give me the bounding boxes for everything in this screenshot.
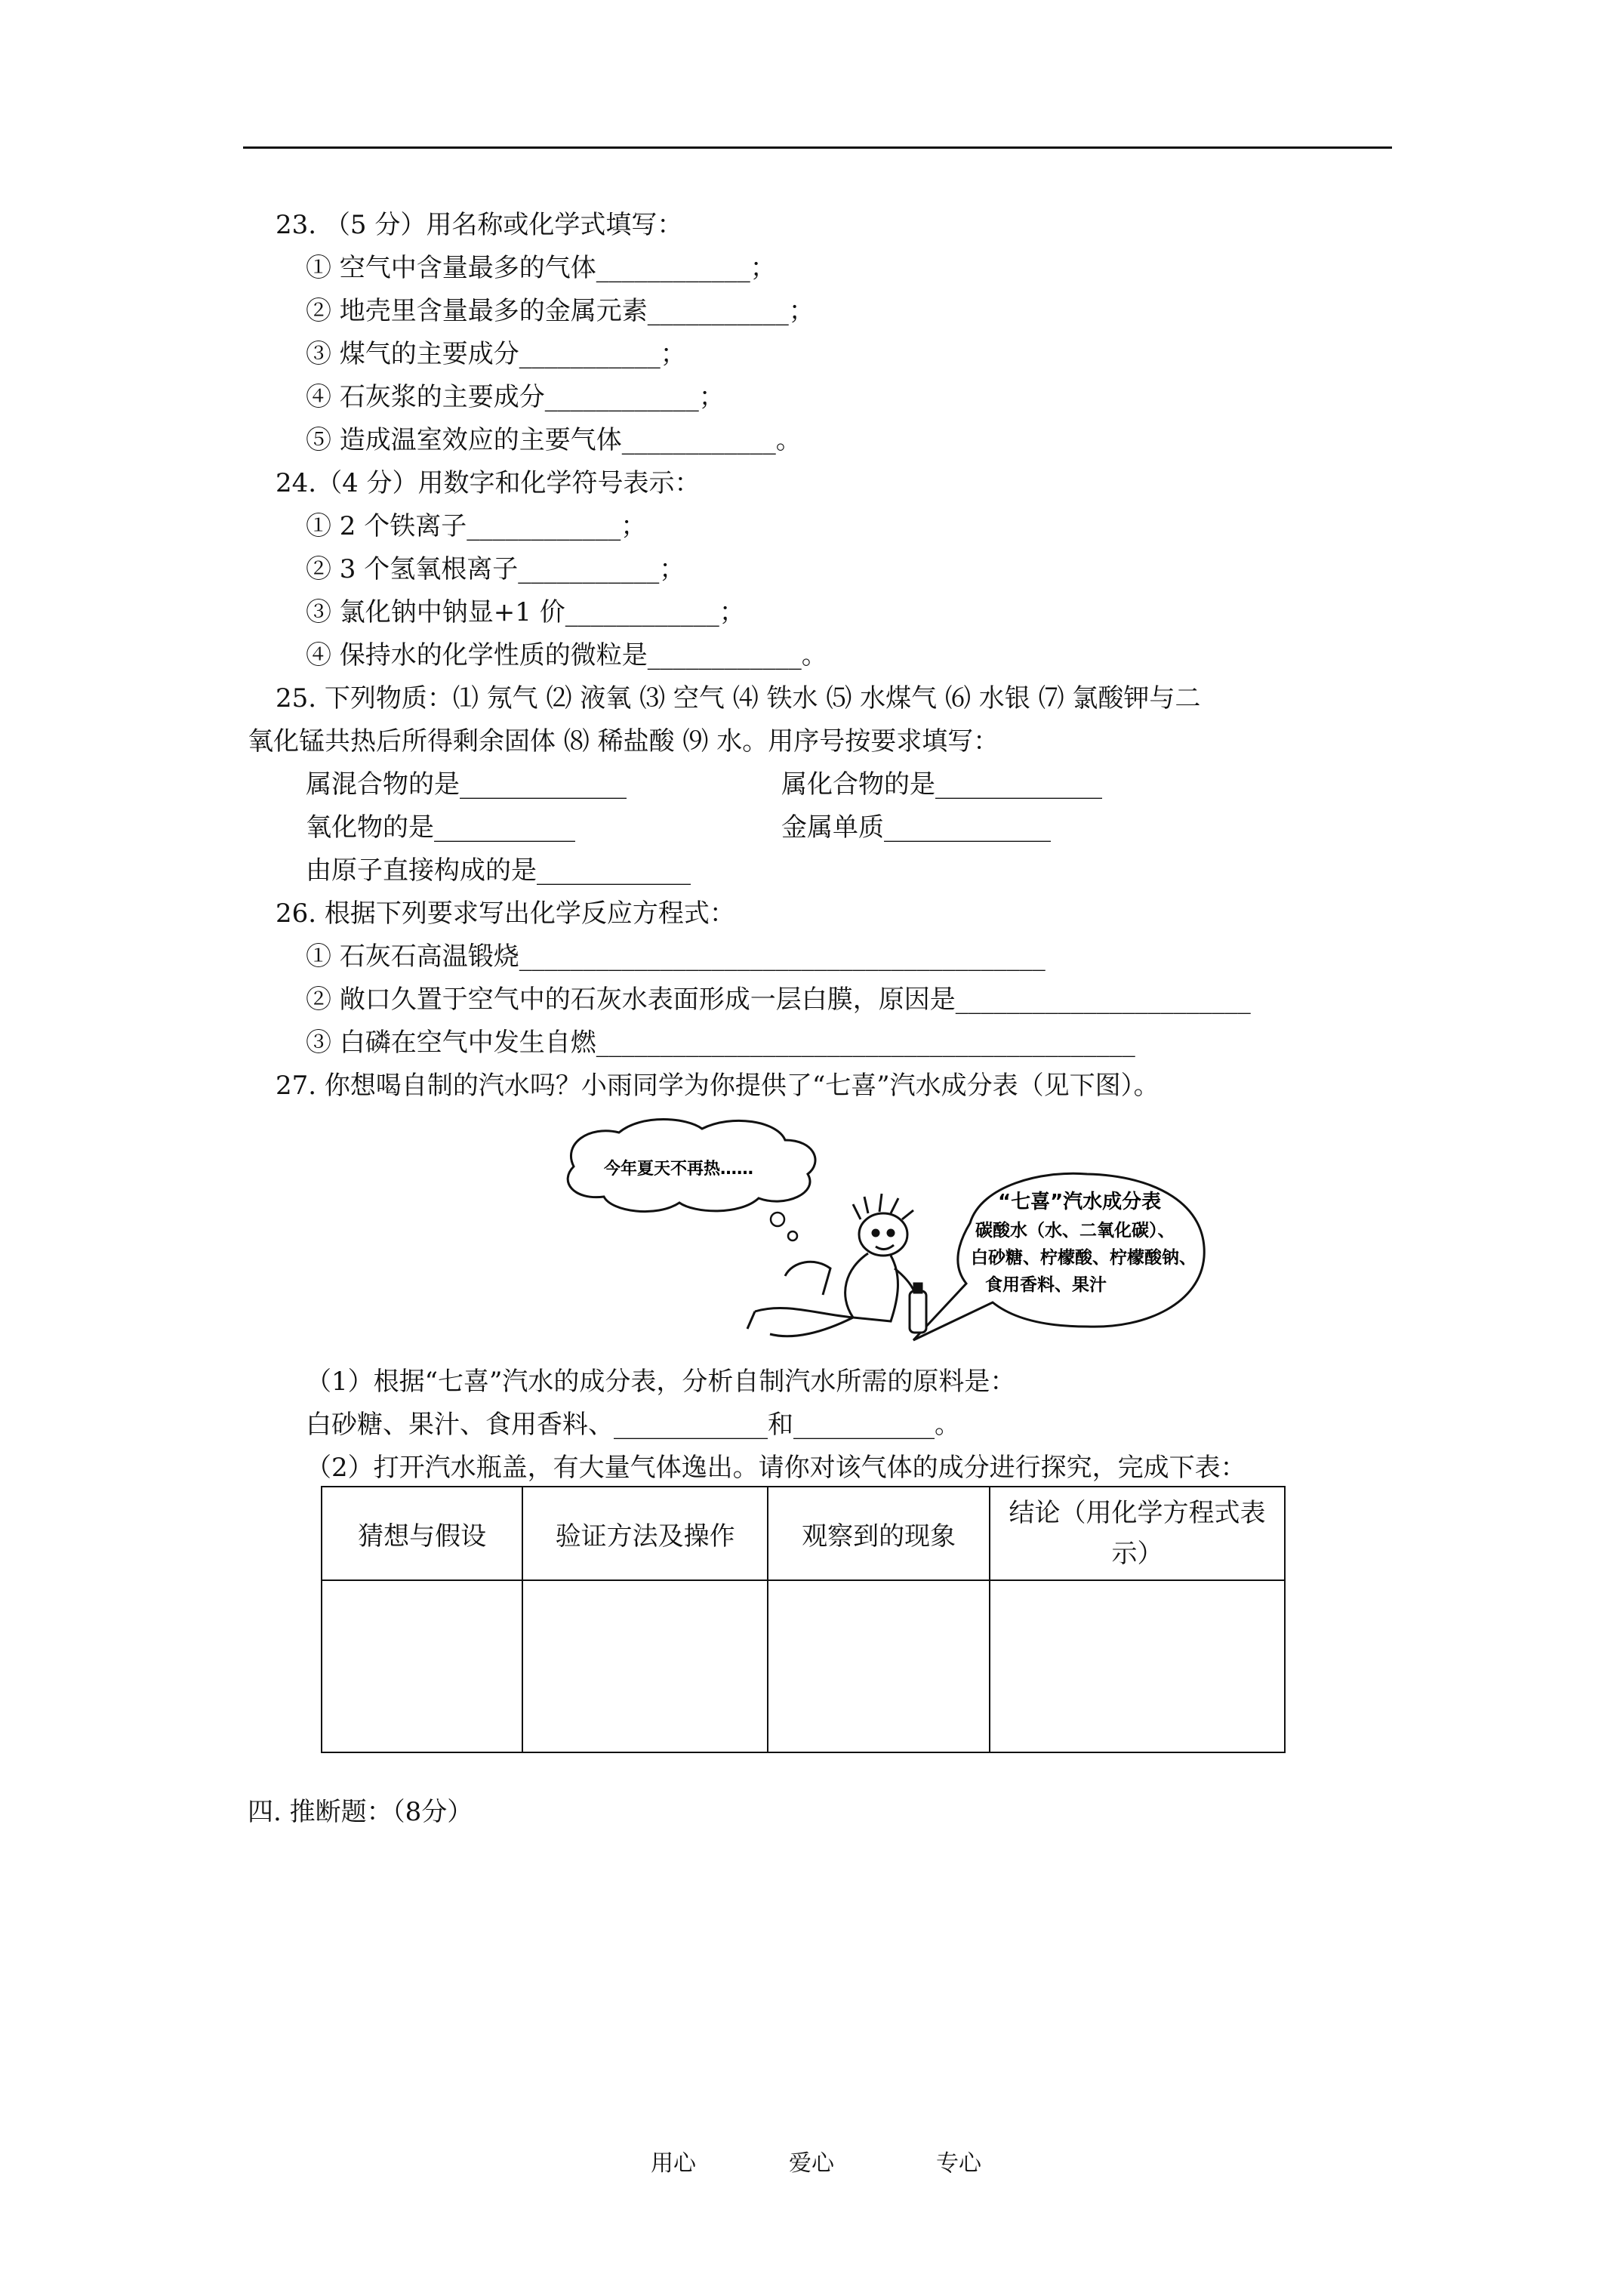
thought-dot-2 (788, 1231, 797, 1240)
answer-cell-observation[interactable] (768, 1580, 990, 1752)
answer-cell-method[interactable] (522, 1580, 768, 1752)
bubble-line-3: 食用香料、果汁 (985, 1275, 1107, 1295)
bubble-line-2: 白砂糖、柠檬酸、柠檬酸钠、 (971, 1248, 1196, 1268)
q25-line-1: 25. 下列物质：⑴ 氖气 ⑵ 液氧 ⑶ 空气 ⑷ 铁水 ⑸ 水煤气 ⑹ 水银 ⑺ 氯酸钾与二 (276, 683, 1201, 713)
q25-oxide: 氧化物的是___________ (306, 812, 575, 843)
thought-dot-1 (771, 1213, 784, 1226)
section-4-heading: 四. 推断题：（8分） (248, 1797, 473, 1827)
q27-part2: （2）打开汽水瓶盖，有大量气体逸出。请你对该气体的成分进行探究，完成下表： (306, 1453, 1246, 1483)
q23-title: 23. （5 分）用名称或化学式填写： (276, 210, 683, 240)
header-method: 验证方法及操作 (522, 1487, 768, 1580)
q23-item-4: ④ 石灰浆的主要成分____________； (306, 382, 725, 412)
q27-part1-line-2: 白砂糖、果汁、食用香料、____________和___________。 (306, 1410, 960, 1440)
bubble-title: “七喜”汽水成分表 (998, 1191, 1162, 1213)
footer-text-2: 爱心 (789, 2150, 834, 2177)
q25-mixture: 属混合物的是_____________ (306, 769, 627, 800)
header-hypothesis: 猜想与假设 (322, 1487, 522, 1580)
q25-line-2: 氧化锰共热后所得剩余固体 ⑻ 稀盐酸 ⑼ 水。用序号按要求填写： (248, 726, 999, 757)
q25-metal: 金属单质_____________ (781, 812, 1051, 843)
header-rule (243, 146, 1392, 149)
thought-text: 今年夏天不再热…… (604, 1160, 754, 1179)
q23-item-2: ② 地壳里含量最多的金属元素___________； (306, 296, 815, 326)
header-observation: 观察到的现象 (768, 1487, 990, 1580)
q26-item-3: ③ 白磷在空气中发生自燃__________________________________________ (306, 1028, 1135, 1058)
answer-cell-hypothesis[interactable] (322, 1580, 522, 1752)
q25-atoms: 由原子直接构成的是____________ (306, 855, 691, 886)
bubble-line-1: 碳酸水（水、二氧化碳）、 (975, 1221, 1175, 1240)
experiment-table (321, 1486, 1286, 1753)
table-answer-row (322, 1580, 1285, 1752)
q26-item-1: ① 石灰石高温锻烧_________________________________________ (306, 942, 1046, 972)
footer-text-1: 用心 (651, 2150, 696, 2177)
q26-item-2: ② 敞口久置于空气中的石灰水表面形成一层白膜，原因是_______________________ (306, 985, 1251, 1015)
table-header-row (322, 1487, 1285, 1580)
header-conclusion: 结论（用化学方程式表示） (990, 1487, 1285, 1580)
q24-item-1: ① 2 个铁离子____________； (306, 511, 647, 541)
q26-title: 26. 根据下列要求写出化学反应方程式： (276, 898, 735, 929)
seven-up-figure (559, 1114, 1208, 1348)
q23-item-5: ⑤ 造成温室效应的主要气体____________。 (306, 425, 802, 455)
footer-text-3: 专心 (936, 2150, 981, 2177)
answer-cell-conclusion[interactable] (990, 1580, 1285, 1752)
q24-item-2: ② 3 个氢氧根离子___________； (306, 554, 685, 584)
q24-item-4: ④ 保持水的化学性质的微粒是____________。 (306, 640, 827, 670)
q27-title: 27. 你想喝自制的汽水吗？小雨同学为你提供了“七喜”汽水成分表（见下图）。 (276, 1071, 1160, 1101)
q24-item-3: ③ 氯化钠中钠显+1 价____________； (306, 597, 745, 627)
q24-title: 24.（4 分）用数字和化学符号表示： (276, 468, 701, 498)
q23-item-1: ① 空气中含量最多的气体____________； (306, 253, 776, 283)
q25-compound: 属化合物的是_____________ (781, 769, 1102, 800)
q23-item-3: ③ 煤气的主要成分___________； (306, 339, 686, 369)
q27-part1-line-1: （1）根据“七喜”汽水的成分表，分析自制汽水所需的原料是： (306, 1367, 1016, 1397)
